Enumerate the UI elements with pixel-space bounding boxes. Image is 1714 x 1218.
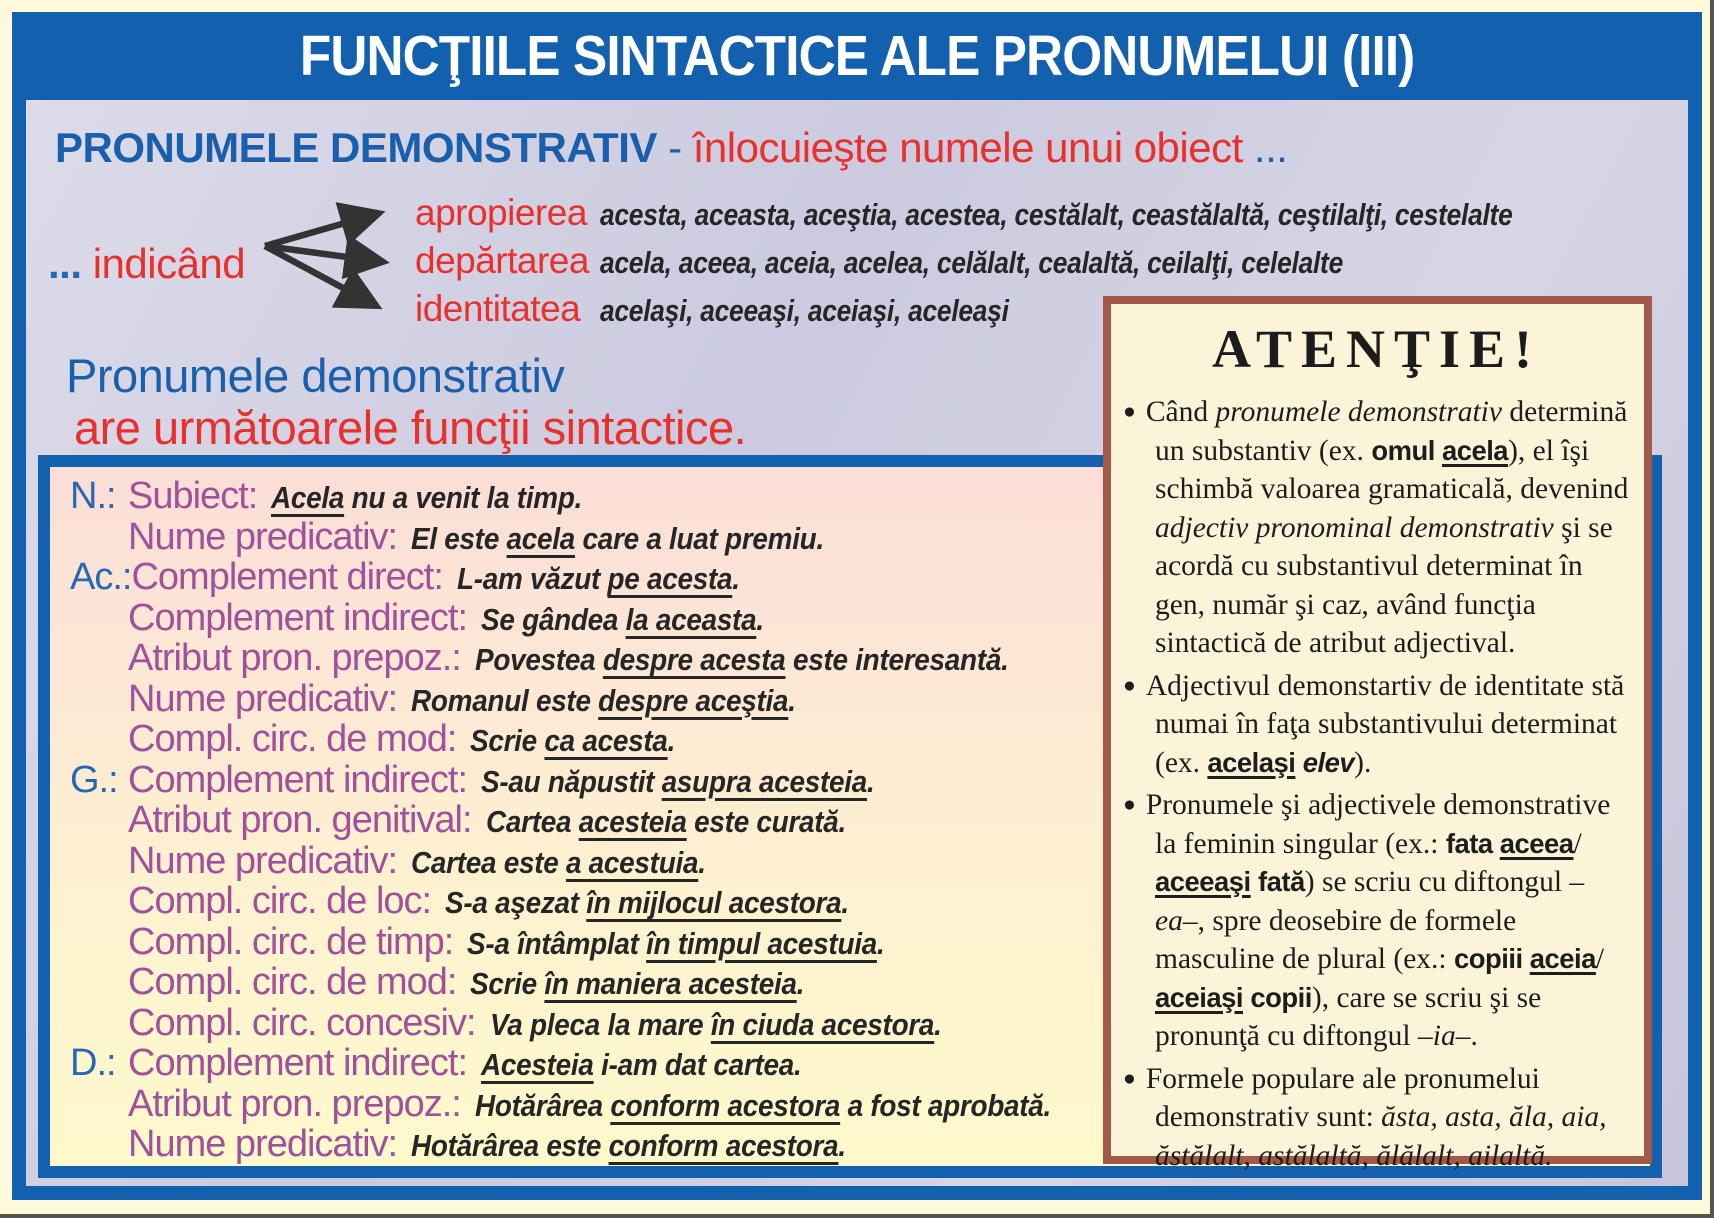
- text-segment: [1251, 866, 1258, 898]
- example-sentence: [470, 966, 804, 1002]
- text-segment: /: [1573, 827, 1582, 860]
- example-sentence: [475, 642, 1009, 678]
- text-segment: fata: [1445, 827, 1500, 859]
- example-sentence: [486, 804, 846, 840]
- text-segment: conform acestora: [610, 1087, 840, 1123]
- text-segment: fată: [1258, 866, 1305, 897]
- text-segment: la aceasta: [625, 601, 757, 637]
- text-segment: şi se acordă cu substantivul determinat în gen, număr şi caz, având funcţia sintactică de atribut adjectival.: [1155, 511, 1613, 659]
- attention-list: [1123, 392, 1630, 1175]
- text-segment: aceeaşi: [1155, 866, 1251, 897]
- text-segment: asupra acesteia: [661, 763, 868, 799]
- text-segment: care a luat premiu.: [575, 520, 825, 556]
- bullet-icon: ●: [1123, 399, 1136, 423]
- text-segment: El este: [411, 520, 507, 556]
- text-segment: în mijlocul acestora: [586, 885, 842, 920]
- text-segment: Adjectivul demonstartiv de identitate stă numai în faţa substantivului determinat (ex.: [1145, 669, 1625, 779]
- example-sentence: [411, 521, 824, 557]
- text-segment: Pronumele şi adjectivele demonstrative la feminin singular (ex.:: [1145, 789, 1611, 860]
- category-label: apropierea: [415, 192, 587, 233]
- example-sentence: [411, 683, 796, 719]
- text-segment: în maniera acesteia: [544, 966, 798, 1001]
- text-segment: –ea–: [1155, 866, 1585, 937]
- function-label: Compl. circ. concesiv:: [128, 1001, 476, 1044]
- text-segment: .: [732, 561, 740, 596]
- function-label: Complement indirect:: [128, 1042, 468, 1084]
- attention-bullet: [1123, 1059, 1630, 1176]
- text-segment: S-a aşezat: [445, 885, 587, 920]
- text-segment: pe acesta: [607, 561, 733, 596]
- text-segment: ).: [1354, 746, 1372, 779]
- text-segment: ca acesta: [544, 723, 669, 758]
- bullet-icon: ●: [1123, 672, 1136, 697]
- function-label: Complement direct:: [131, 556, 443, 598]
- text-segment: despre acesta: [602, 642, 786, 677]
- pronoun-forms: acesta, aceasta, aceştia, acestea, cestălalt, ceastălaltă, ceştilalţi, cestelalte: [600, 197, 1513, 232]
- text-segment: Acela: [271, 480, 345, 515]
- text-segment: Când: [1145, 396, 1216, 428]
- bullet-icon: ●: [1123, 792, 1136, 816]
- text-segment: determină un substantiv (ex.: [1155, 396, 1628, 467]
- text-segment: este curată.: [686, 804, 846, 839]
- category-label: identitatea: [415, 288, 581, 329]
- function-label: Complement indirect:: [128, 758, 468, 801]
- text-segment: ăsta, asta, ăla, aia, ăstălalt, astălaltă, ălălalt, ailaltă.: [1155, 1101, 1607, 1172]
- indicating-word: indicând: [92, 240, 246, 287]
- function-label: Compl. circ. de timp:: [128, 920, 454, 963]
- case-label: N.:: [70, 475, 116, 517]
- text-segment: a acestuia: [566, 844, 699, 880]
- text-segment: nu a venit la timp.: [344, 480, 583, 515]
- text-segment: L-am văzut: [456, 561, 608, 596]
- subject-line: [55, 124, 1287, 172]
- function-label: Nume predicativ:: [128, 1123, 398, 1165]
- text-segment: a fost aprobată.: [839, 1087, 1051, 1123]
- text-segment: omul: [1371, 434, 1442, 466]
- text-segment: i-am dat cartea.: [593, 1047, 802, 1082]
- function-label: Atribut pron. prepoz.:: [128, 637, 461, 679]
- case-label: D.:: [70, 1042, 116, 1084]
- attention-bullet: [1123, 666, 1630, 783]
- text-segment: .: [838, 1128, 846, 1163]
- example-sentence: [470, 723, 675, 759]
- function-label: Nume predicativ:: [128, 839, 398, 882]
- text-segment: .: [867, 763, 875, 799]
- text-segment: Formele populare ale pronumelui demonstrativ sunt:: [1145, 1062, 1540, 1133]
- text-segment: acelaşi: [1207, 746, 1296, 778]
- bullet-text: [1146, 670, 1624, 779]
- subject-description: înlocuieşte numele unui obiect: [692, 124, 1243, 171]
- text-segment: .: [933, 1006, 942, 1042]
- function-label: Nume predicativ:: [128, 515, 398, 558]
- text-segment: –ia–: [1418, 1020, 1471, 1052]
- text-segment: acela: [1441, 434, 1509, 466]
- function-label: Complement indirect:: [128, 596, 468, 639]
- indicating-label: [48, 240, 245, 288]
- example-sentence: [481, 764, 875, 800]
- function-label: Compl. circ. de mod:: [128, 718, 457, 760]
- example-sentence: [271, 480, 582, 516]
- text-segment: ), el îşi schimbă valoarea gramaticală, devenind: [1155, 434, 1629, 505]
- text-segment: conform acestora: [608, 1128, 839, 1163]
- bullet-text: [1146, 396, 1629, 659]
- function-label: Atribut pron. prepoz.:: [128, 1082, 461, 1125]
- pronoun-forms: acela, aceea, aceia, acelea, celălalt, cealaltă, ceilalţi, celelalte: [600, 245, 1343, 280]
- function-label: Atribut pron. genitival:: [128, 799, 472, 841]
- intro-line-1: Pronumele demonstrativ: [66, 349, 565, 402]
- text-segment: ) se scriu cu diftongul: [1304, 866, 1570, 898]
- function-label: Subiect:: [128, 475, 258, 517]
- text-segment: Cartea: [485, 804, 579, 839]
- text-segment: .: [788, 682, 796, 718]
- text-segment: în timpul acestuia: [646, 925, 878, 961]
- text-segment: Romanul este: [411, 682, 599, 718]
- text-segment: S-a întâmplat: [467, 925, 647, 961]
- fan-arrows-icon: [255, 198, 400, 320]
- text-segment: Acesteia: [481, 1047, 594, 1082]
- attention-title: ATENŢIE!: [1211, 319, 1542, 379]
- text-segment: .: [841, 885, 849, 920]
- function-label: Compl. circ. de loc:: [128, 880, 432, 922]
- text-segment: , spre deosebire de formele masculine de plural (ex.:: [1155, 904, 1517, 975]
- text-segment: .: [698, 844, 706, 880]
- text-segment: Va pleca la mare: [489, 1006, 711, 1042]
- example-sentence: [411, 1128, 846, 1164]
- example-sentence: [490, 1007, 942, 1043]
- subject-separator: -: [656, 124, 693, 171]
- text-segment: .: [877, 925, 885, 961]
- category-row-departarea: [415, 240, 1685, 288]
- text-segment: Scrie: [470, 723, 545, 758]
- text-segment: .: [1470, 1020, 1478, 1052]
- text-segment: adjectiv pronominal demonstrativ: [1155, 511, 1554, 544]
- text-segment: Povestea: [474, 642, 603, 677]
- attention-bullet: [1123, 392, 1630, 663]
- example-sentence: [467, 926, 884, 962]
- bullet-text: [1146, 789, 1610, 1052]
- text-segment: copii: [1250, 981, 1312, 1013]
- text-segment: acesteia: [578, 804, 687, 839]
- text-segment: .: [797, 966, 805, 1001]
- text-segment: Hotărârea este: [411, 1128, 609, 1163]
- case-label: G.:: [70, 758, 118, 801]
- subject-heading: PRONUMELE DEMONSTRATIV: [55, 124, 657, 171]
- text-segment: Hotărârea: [474, 1087, 611, 1123]
- text-segment: aceea: [1499, 827, 1574, 859]
- example-sentence: [411, 845, 706, 881]
- category-row-apropierea: [415, 192, 1685, 240]
- text-segment: ), care se scriu şi se pronunţă cu diftongul: [1155, 981, 1542, 1052]
- indicating-ellipsis: ...: [48, 240, 93, 287]
- text-segment: S-au năpustit: [481, 763, 662, 799]
- function-label: Compl. circ. de mod:: [128, 961, 457, 1003]
- attention-box: [1103, 296, 1652, 1172]
- text-segment: copiii: [1454, 943, 1530, 974]
- example-sentence: [445, 885, 849, 921]
- text-segment: Scrie: [470, 966, 545, 1001]
- text-segment: /: [1595, 943, 1605, 975]
- text-segment: Se gândea: [481, 601, 626, 637]
- page-title: FUNCŢIILE SINTACTICE ALE PRONUMELUI (III): [299, 24, 1415, 88]
- title-bar: [12, 12, 1702, 100]
- category-label: depărtarea: [415, 240, 589, 281]
- pronoun-forms: acelaşi, aceeaşi, aceiaşi, aceleaşi: [600, 293, 1009, 328]
- text-segment: [1295, 747, 1302, 779]
- text-segment: în ciuda acestora: [710, 1006, 934, 1042]
- example-sentence: [457, 561, 740, 597]
- text-segment: este interesantă.: [785, 642, 1009, 677]
- example-sentence: [475, 1088, 1051, 1124]
- text-segment: acela: [506, 520, 576, 556]
- case-label: Ac.:: [70, 556, 132, 598]
- bullet-icon: ●: [1123, 1065, 1136, 1090]
- text-segment: despre aceştia: [598, 682, 789, 718]
- example-sentence: [481, 1047, 801, 1083]
- text-segment: aceia: [1529, 943, 1596, 974]
- function-label: Nume predicativ:: [128, 677, 398, 720]
- example-sentence: [481, 602, 764, 638]
- attention-bullet: [1123, 785, 1630, 1056]
- text-segment: pronumele demonstrativ: [1215, 396, 1502, 428]
- text-segment: aceiaşi: [1155, 981, 1243, 1013]
- text-segment: Cartea este: [411, 844, 567, 880]
- text-segment: .: [668, 723, 676, 758]
- subject-ellipsis: ...: [1242, 124, 1288, 171]
- text-segment: .: [756, 601, 764, 637]
- intro-line-2: are următoarele funcţii sintactice.: [74, 401, 747, 454]
- bullet-text: [1146, 1063, 1607, 1172]
- text-segment: elev: [1302, 746, 1355, 778]
